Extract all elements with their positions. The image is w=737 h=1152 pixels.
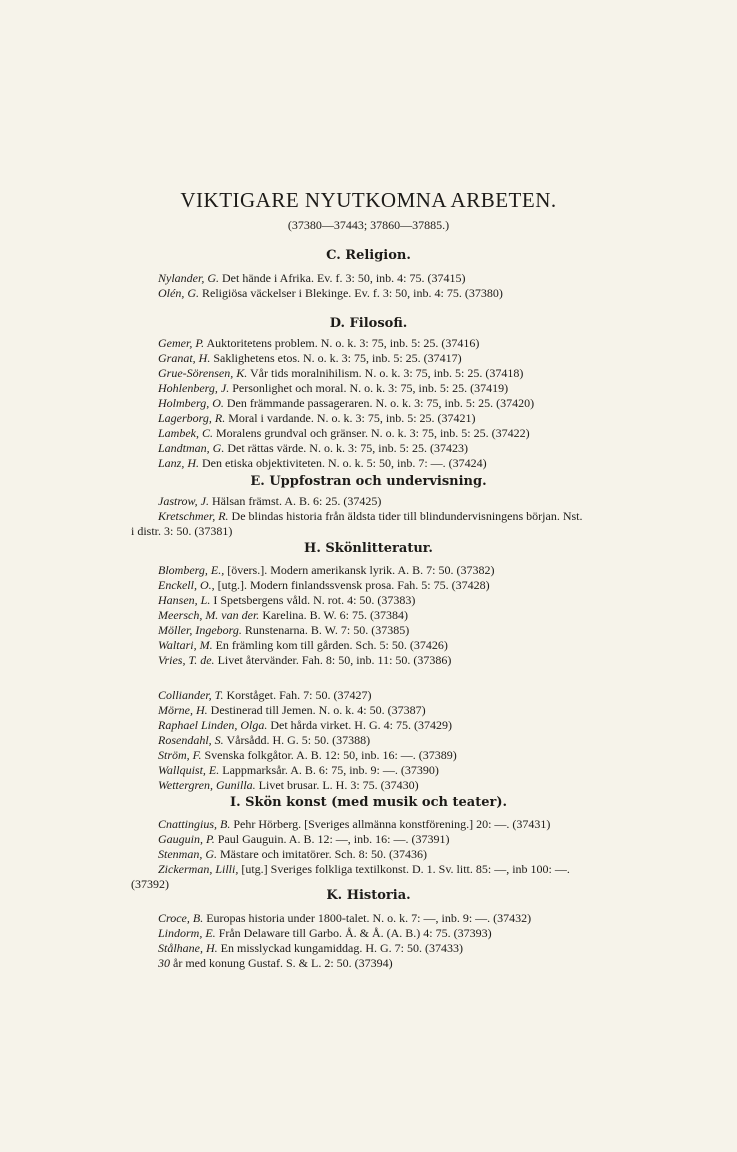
entry-text: Det hårda virket. H. G. 4: 75. (37429) (270, 718, 452, 732)
entry-text: Europas historia under 1800-talet. N. o. k. 7: —, inb. 9: —. (37432) (206, 911, 532, 925)
list-item (158, 703, 703, 718)
entry-author: Nylander, G. (158, 271, 219, 285)
entry-author: Landtman, G. (158, 441, 225, 455)
section-heading: E. Uppfostran och undervisning. (250, 474, 487, 489)
list-item (158, 911, 703, 926)
list-item (158, 718, 703, 733)
list-item (158, 623, 703, 638)
entry-text: En misslyckad kungamiddag. H. G. 7: 50. (37433) (220, 941, 463, 955)
entry-text: Det rättas värde. N. o. k. 3: 75, inb. 5: 25. (37423) (227, 441, 468, 455)
entry-author: Holmberg, O. (158, 396, 224, 410)
list-item (158, 653, 703, 668)
entry-text: Lappmarksår. A. B. 6: 75, inb. 9: —. (37390) (222, 763, 439, 777)
list-item (158, 563, 703, 578)
list-item (158, 411, 703, 426)
entry-author: Croce, B. (158, 911, 204, 925)
list-item (158, 578, 703, 593)
list-item (158, 688, 703, 703)
entry-author: Hohlenberg, J. (158, 381, 230, 395)
list-item (158, 381, 703, 396)
entry-text: Runstenarna. B. W. 7: 50. (37385) (244, 623, 410, 637)
entry-author: Lagerborg, R. (158, 411, 226, 425)
entry-text: Saklighetens etos. N. o. k. 3: 75, inb. 5: 25. (37417) (213, 351, 462, 365)
list-item (158, 286, 703, 301)
entry-text: Det hände i Afrika. Ev. f. 3: 50, inb. 4: 75. (37415) (222, 271, 466, 285)
entry-text: Paul Gauguin. A. B. 12: —, inb. 16: —. (37391) (217, 832, 450, 846)
entry-author: Zickerman, Lilli, (158, 862, 239, 876)
page-subtitle: (37380—37443; 37860—37885.) (287, 218, 450, 232)
entry-author: Granat, H. (158, 351, 211, 365)
entry-author: Ström, F. (158, 748, 202, 762)
entry-text: Religiösa väckelser i Blekinge. Ev. f. 3: 50, inb. 4: 75. (37380) (202, 286, 503, 300)
entry-author: Meersch, M. van der. (158, 608, 260, 622)
entry-text: Moralens grundval och gränser. N. o. k. 3: 75, inb. 5: 25. (37422) (216, 426, 530, 440)
entry-author: Lambek, C. (158, 426, 213, 440)
entry-text: I Spetsbergens våld. N. rot. 4: 50. (37383) (213, 593, 416, 607)
entry-text: Livet återvänder. Fah. 8: 50, inb. 11: 50. (37386) (217, 653, 452, 667)
entry-text: Den främmande passageraren. N. o. k. 3: 75, inb. 5: 25. (37420) (226, 396, 535, 410)
entry-author: Stålhane, H. (158, 941, 218, 955)
entry-text: Hälsan främst. A. B. 6: 25. (37425) (212, 494, 382, 508)
list-item (158, 396, 703, 411)
entry-author: Kretschmer, R. (158, 509, 229, 523)
entry-text: Personlighet och moral. N. o. k. 3: 75, inb. 5: 25. (37419) (232, 381, 509, 395)
section-heading: D. Filosofi. (329, 316, 408, 331)
list-item (158, 832, 703, 847)
entry-text: Den etiska objektiviteten. N. o. k. 5: 50, inb. 7: —. (37424) (202, 456, 487, 470)
list-item (158, 271, 703, 286)
entry-author: Rosendahl, S. (158, 733, 224, 747)
entry-text: Svenska folkgåtor. A. B. 12: 50, inb. 16: —. (37389) (204, 748, 457, 762)
list-item (158, 509, 703, 524)
list-item (158, 748, 703, 763)
entry-text: Pehr Hörberg. [Sveriges allmänna konstförening.] 20: —. (37431) (233, 817, 551, 831)
entry-author: Raphael Linden, Olga. (158, 718, 268, 732)
entry-text: Auktoritetens problem. N. o. k. 3: 75, inb. 5: 25. (37416) (206, 336, 480, 350)
entry-text: Mästare och imitatörer. Sch. 8: 50. (37436) (220, 847, 427, 861)
entry-author: Lindorm, E. (158, 926, 216, 940)
entry-author: Enckell, O., (158, 578, 215, 592)
list-item (158, 638, 703, 653)
entry-continuation: (37392) (131, 877, 169, 891)
list-item (158, 862, 703, 877)
entry-author: Lanz, H. (158, 456, 200, 470)
entry-continuation: i distr. 3: 50. (37381) (131, 524, 233, 538)
entry-author: Colliander, T. (158, 688, 224, 702)
entry-text: Korståget. Fah. 7: 50. (37427) (226, 688, 372, 702)
entry-author: 30 (158, 956, 170, 970)
list-item (158, 733, 703, 748)
entry-text: [utg.] Sveriges folkliga textilkonst. D. 1. Sv. litt. 85: —, inb 100: —. (241, 862, 570, 876)
entry-author: Grue-Sörensen, K. (158, 366, 248, 380)
entry-author: Gemer, P. (158, 336, 205, 350)
entry-text: Från Delaware till Garbo. Å. & Å. (A. B.) 4: 75. (37393) (218, 926, 492, 940)
list-item (158, 351, 703, 366)
list-item (158, 426, 703, 441)
list-item (158, 593, 703, 608)
entry-author: Cnattingius, B. (158, 817, 231, 831)
list-item (158, 778, 703, 793)
section-heading: C. Religion. (326, 248, 411, 263)
entry-author: Möller, Ingeborg. (158, 623, 242, 637)
entry-author: Blomberg, E., (158, 563, 225, 577)
entry-text: Destinerad till Jemen. N. o. k. 4: 50. (37387) (210, 703, 426, 717)
section-heading: H. Skönlitteratur. (304, 541, 433, 556)
entry-author: Stenman, G. (158, 847, 217, 861)
entry-text: De blindas historia från äldsta tider till blindundervisningens början. Nst. (231, 509, 583, 523)
list-item (158, 941, 703, 956)
entry-author: Olén, G. (158, 286, 199, 300)
entry-author: Wettergren, Gunilla. (158, 778, 256, 792)
list-item (158, 763, 703, 778)
entry-text: Moral i vardande. N. o. k. 3: 75, inb. 5: 25. (37421) (228, 411, 476, 425)
list-item (158, 817, 703, 832)
list-item (158, 456, 703, 471)
entry-author: Wallquist, E. (158, 763, 220, 777)
entry-author: Jastrow, J. (158, 494, 209, 508)
section-heading: K. Historia. (326, 888, 411, 903)
list-item (158, 926, 703, 941)
list-item (158, 336, 703, 351)
entry-text: Vår tids moralnihilism. N. o. k. 3: 75, inb. 5: 25. (37418) (250, 366, 524, 380)
entry-text: [utg.]. Modern finlandssvensk prosa. Fah. 5: 75. (37428) (217, 578, 490, 592)
entry-text: Livet brusar. L. H. 3: 75. (37430) (258, 778, 419, 792)
entry-text: En främling kom till gården. Sch. 5: 50. (37426) (215, 638, 448, 652)
section-heading: I. Skön konst (med musik och teater). (229, 795, 507, 810)
entry-text: Karelina. B. W. 6: 75. (37384) (262, 608, 408, 622)
list-item (158, 956, 703, 971)
entry-text: Vårsådd. H. G. 5: 50. (37388) (226, 733, 371, 747)
entry-author: Mörne, H. (158, 703, 208, 717)
entry-author: Vries, T. de. (158, 653, 215, 667)
page-title: VIKTIGARE NYUTKOMNA ARBETEN. (180, 188, 557, 212)
entry-text: [övers.]. Modern amerikansk lyrik. A. B. 7: 50. (37382) (227, 563, 495, 577)
list-item (158, 847, 703, 862)
list-item (158, 441, 703, 456)
list-item (158, 608, 703, 623)
list-item (158, 366, 703, 381)
entry-text: år med konung Gustaf. S. & L. 2: 50. (37394) (173, 956, 393, 970)
list-item (158, 494, 703, 509)
entry-author: Hansen, L. (158, 593, 211, 607)
entry-author: Waltari, M. (158, 638, 213, 652)
entry-author: Gauguin, P. (158, 832, 215, 846)
